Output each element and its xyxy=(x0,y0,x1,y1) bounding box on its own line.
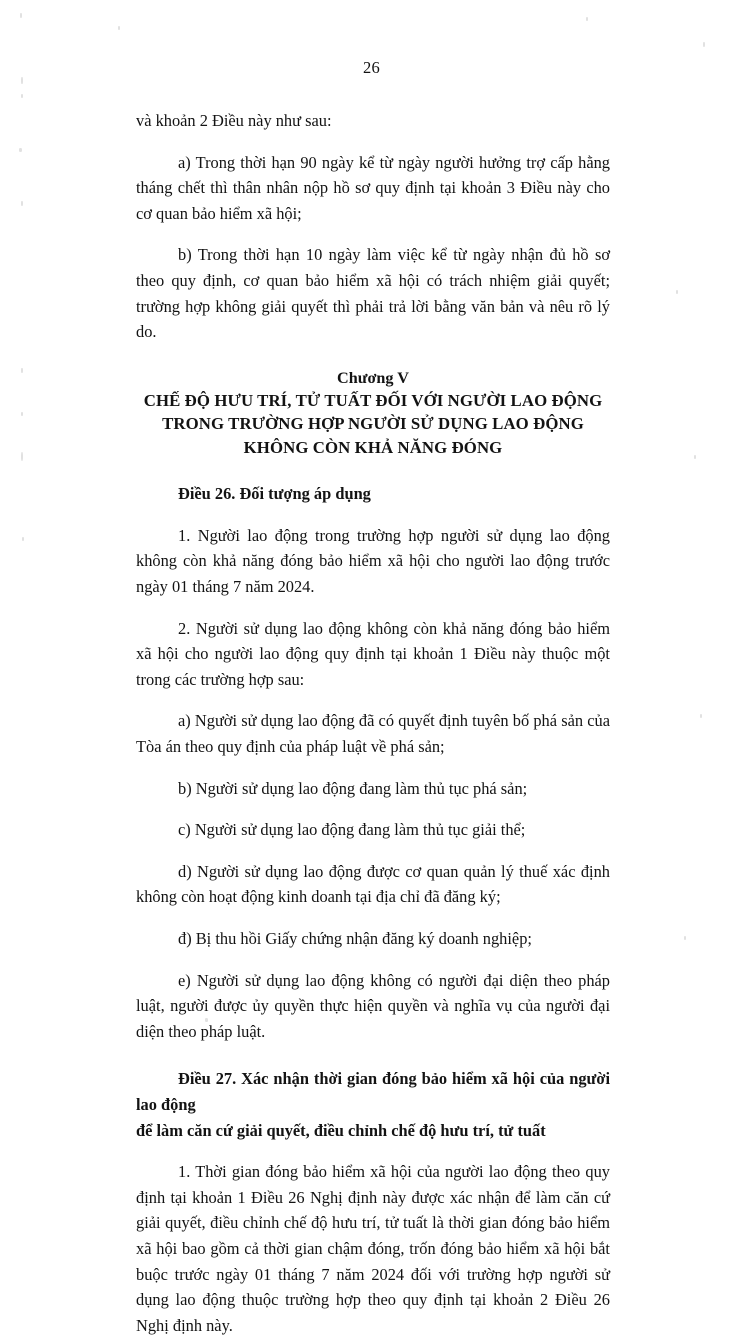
scan-speckle xyxy=(21,201,23,206)
scan-speckle xyxy=(21,368,23,373)
intro-paragraph: và khoản 2 Điều này như sau: xyxy=(136,111,332,130)
article-27-item-1: 1. Thời gian đóng bảo hiểm xã hội của người lao động theo quy định tại khoản 1 Điều 26 Nghị định này được xác nhận để làm căn cứ giải quyết, điều chỉnh chế độ hưu trí, tử tuất là thời gian đóng bảo hiểm xã hội bao gồm cả thời gian chậm đóng, trốn đóng bảo hiểm xã hội bắt buộc trước ngày 01 tháng 7 năm 2024 đối với trường hợp người sử dụng lao động thuộc trường hợp theo quy định tại khoản 2 Điều 26 Nghị định này. xyxy=(136,1162,610,1335)
scan-speckle xyxy=(703,42,705,47)
article-27-heading-line-1: Điều 27. Xác nhận thời gian đóng bảo hiểm xã hội của người lao động xyxy=(136,1069,610,1114)
page-number: 26 xyxy=(363,58,380,77)
scan-speckle xyxy=(19,148,22,152)
article-26-item-1: 1. Người lao động trong trường hợp người sử dụng lao động không còn khả năng đóng bảo hiểm xã hội cho người lao động trước ngày 01 tháng 7 năm 2024. xyxy=(136,525,610,597)
article-27-heading-line-2: để làm căn cứ giải quyết, điều chỉnh chế độ hưu trí, tử tuất xyxy=(136,1120,546,1140)
article-26-point-dd: đ) Bị thu hồi Giấy chứng nhận đăng ký doanh nghiệp; xyxy=(178,928,532,948)
chapter-heading-block xyxy=(136,367,610,460)
scan-speckle xyxy=(118,26,120,30)
scan-speckle xyxy=(21,77,23,84)
scan-speckle xyxy=(676,290,678,294)
scan-speckle xyxy=(684,936,686,940)
article-26-heading: Điều 26. Đối tượng áp dụng xyxy=(178,484,371,504)
chapter-title-line-1: CHẾ ĐỘ HƯU TRÍ, TỬ TUẤT ĐỐI VỚI NGƯỜI LAO ĐỘNG xyxy=(143,390,603,410)
scan-speckle xyxy=(694,455,696,459)
scan-speckle xyxy=(586,17,588,21)
article-26-point-b: b) Người sử dụng lao động đang làm thủ tục phá sản; xyxy=(178,778,528,798)
chapter-title-line-2: TRONG TRƯỜNG HỢP NGƯỜI SỬ DỤNG LAO ĐỘNG xyxy=(162,414,584,434)
chapter-label: Chương V xyxy=(337,368,409,387)
scan-speckle xyxy=(20,13,22,18)
scan-speckle xyxy=(21,94,23,98)
scan-speckle xyxy=(21,452,23,461)
article-26-point-d: d) Người sử dụng lao động được cơ quan quản lý thuế xác định không còn hoạt động kinh doanh tại địa chỉ đã đăng ký; xyxy=(136,861,610,907)
scan-speckle xyxy=(22,537,24,541)
article-26-point-c: c) Người sử dụng lao động đang làm thủ tục giải thể; xyxy=(178,820,526,840)
clause-a-paragraph: a) Trong thời hạn 90 ngày kể từ ngày người hưởng trợ cấp hằng tháng chết thì thân nhân nộp hồ sơ quy định tại khoản 3 Điều này cho cơ quan bảo hiểm xã hội; xyxy=(136,152,610,223)
scan-speckle xyxy=(21,412,23,416)
scan-speckle xyxy=(700,714,702,718)
clause-b-paragraph: b) Trong thời hạn 10 ngày làm việc kể từ ngày nhận đủ hồ sơ theo quy định, cơ quan bảo hiểm xã hội có trách nhiệm giải quyết; trường hợp không giải quyết thì phải trả lời bằng văn bản và nêu rõ lý do. xyxy=(136,245,610,342)
article-26-point-a: a) Người sử dụng lao động đã có quyết định tuyên bố phá sản của Tòa án theo quy định của pháp luật về phá sản; xyxy=(136,711,610,756)
document-body xyxy=(136,108,610,1338)
article-26-item-2: 2. Người sử dụng lao động không còn khả năng đóng bảo hiểm xã hội cho người lao động quy định tại khoản 1 Điều này thuộc một trong các trường hợp sau: xyxy=(136,618,610,689)
chapter-title-line-3: KHÔNG CÒN KHẢ NĂNG ĐÓNG xyxy=(243,437,503,457)
article-26-point-e: e) Người sử dụng lao động không có người đại diện theo pháp luật, người được ủy quyền thực hiện quyền và nghĩa vụ của người đại diện theo pháp luật. xyxy=(136,970,610,1041)
